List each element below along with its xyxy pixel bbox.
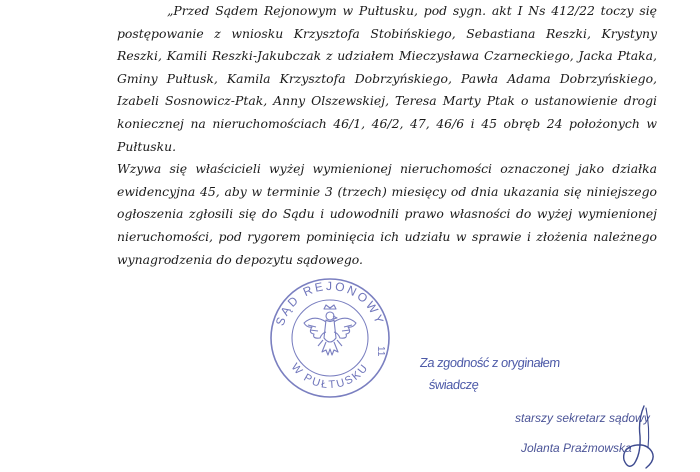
court-seal-stamp — [268, 276, 392, 400]
clerk-name: Jolanta Prażmowska — [521, 441, 632, 455]
certification-line-2: świadczę — [428, 377, 480, 392]
certification-line-1: Za zgodność z oryginałem — [419, 355, 561, 370]
notice-paragraph-1: „Przed Sądem Rejonowym w Pułtusku, pod sygn. akt I Ns 412/22 toczy się postępowanie z wniosku Krzysztofa Stobińskiego, Sebastiana Reszki, Krystyny Reszki, Kamili Reszki-Jakubczak z udziałem Mieczysława Czarneckiego, Jacka Ptaka, Gminy Pułtusk, Kamila Krzysztofa Dobrzyńskiego, Pawła Adama Dobrzyńskiego, Izabeli Sosnowicz-Ptak, Anny Olszewskiej, Teresa Marty Ptak o ustanowienie drogi koniecznej na nieruchomościach 46/1, 46/2, 47, 46/6 i 45 obręb 24 położonych w Pułtusku. — [117, 3, 657, 154]
court-notice — [117, 0, 657, 271]
stamp-inner-ring — [292, 300, 368, 376]
notice-paragraph-2: Wzywa się właścicieli wyżej wymienionej nieruchomości oznaczonej jako działka ewidencyjna 45, aby w terminie 3 (trzech) miesięcy od dnia ukazania się niniejszego ogłoszenia zgłosili się do Sądu i udowodnili prawo własności do wyżej wymienionej nieruchomości, pod rygorem pominięcia ich udziału w sprawie i złożenia należnego wynagrodzenia do depozytu sądowego. — [117, 161, 657, 267]
stamp-number: 11 — [375, 346, 386, 357]
handwritten-signature — [586, 398, 666, 472]
stamp-text-top: SĄD REJONOWY — [272, 278, 388, 328]
eagle-emblem-icon — [304, 305, 356, 355]
stamp-text-bottom: W PUŁTUSKU — [288, 361, 372, 392]
clerk-title: starszy sekretarz sądowy — [515, 411, 650, 425]
